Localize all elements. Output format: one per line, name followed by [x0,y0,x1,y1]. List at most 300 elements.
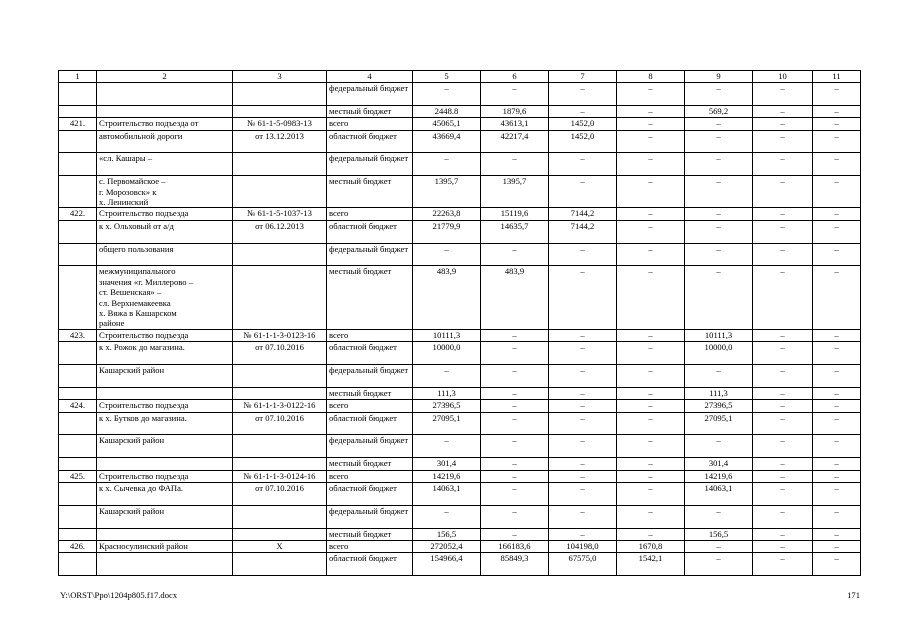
total-value: – [413,505,481,528]
value-col-8: – [617,208,685,220]
row-number [59,458,97,470]
table-row [59,470,861,482]
value-col-8: – [617,266,685,329]
row-number [59,505,97,528]
value-col-11: – [813,412,861,435]
table-row [59,458,861,470]
value-col-6: 166183,6 [481,540,549,552]
object-name: Строительство подъезда [97,329,233,341]
value-col-8: – [617,412,685,435]
value-col-7: – [549,505,617,528]
value-col-7: – [549,153,617,176]
value-col-7: – [549,266,617,329]
row-number [59,412,97,435]
value-col-6: 1395,7 [481,176,549,208]
table-row [59,528,861,540]
funding-source: федеральный бюджет [327,505,413,528]
page-number: 171 [847,590,860,600]
funding-source: местный бюджет [327,105,413,117]
total-value: 22263,8 [413,208,481,220]
funding-source: местный бюджет [327,458,413,470]
value-col-10: – [753,505,813,528]
value-col-7: – [549,176,617,208]
value-col-9: – [685,130,753,153]
row-number [59,266,97,329]
value-col-8: – [617,176,685,208]
column-number: 3 [233,71,327,83]
value-col-7: – [549,470,617,482]
column-number: 9 [685,71,753,83]
value-col-6: – [481,387,549,399]
row-number [59,176,97,208]
total-value: 1395,7 [413,176,481,208]
value-col-8: – [617,153,685,176]
value-col-6: – [481,435,549,458]
value-col-10: – [753,176,813,208]
object-name [97,266,233,329]
object-name: общего пользования [97,243,233,266]
value-col-6: – [481,329,549,341]
value-col-6: – [481,528,549,540]
value-col-10: – [753,412,813,435]
funding-source: федеральный бюджет [327,153,413,176]
document-number [233,105,327,117]
value-col-10: – [753,470,813,482]
value-col-8: – [617,505,685,528]
table-row [59,153,861,176]
value-col-6: – [481,505,549,528]
row-number: 421. [59,118,97,130]
funding-source: федеральный бюджет [327,435,413,458]
funding-source: федеральный бюджет [327,83,413,106]
value-col-9: – [685,208,753,220]
row-number: 424. [59,400,97,412]
value-col-11: – [813,243,861,266]
object-name: Кашарский район [97,435,233,458]
value-col-8: – [617,400,685,412]
value-col-11: – [813,400,861,412]
object-name-line: х. Ленинский [99,196,149,207]
object-name-line: межмуниципального [99,266,176,277]
value-col-10: – [753,153,813,176]
value-col-7: – [549,342,617,365]
table-row [59,176,861,208]
value-col-10: – [753,482,813,505]
total-value: 14219,6 [413,470,481,482]
value-col-6: – [481,482,549,505]
object-name: Строительство подъезда [97,400,233,412]
table-row [59,83,861,106]
document-number: от 07.10.2016 [233,342,327,365]
value-col-9: – [685,505,753,528]
value-col-11: – [813,553,861,576]
total-value: 301,4 [413,458,481,470]
value-col-6: – [481,458,549,470]
funding-source: местный бюджет [327,176,413,208]
value-col-10: – [753,387,813,399]
object-name: Строительство подъезда от [97,118,233,130]
total-value: 483,9 [413,266,481,329]
table-row [59,435,861,458]
value-col-7: 7144,2 [549,208,617,220]
budget-table [58,70,861,576]
table-row [59,220,861,243]
value-col-9: – [685,553,753,576]
object-name-line: сл. Верхнемакеевка [99,297,171,308]
value-col-6: – [481,412,549,435]
funding-source: областной бюджет [327,412,413,435]
object-name [97,105,233,117]
row-number: 422. [59,208,97,220]
document-number: от 13.12.2013 [233,130,327,153]
value-col-9: – [685,266,753,329]
value-col-11: – [813,208,861,220]
table-row [59,365,861,388]
value-col-6: 43613,1 [481,118,549,130]
funding-source: областной бюджет [327,482,413,505]
value-col-11: – [813,266,861,329]
row-number: 425. [59,470,97,482]
value-col-11: – [813,105,861,117]
value-col-11: – [813,540,861,552]
funding-source: всего [327,329,413,341]
column-number: 2 [97,71,233,83]
value-col-6: 1879,6 [481,105,549,117]
value-col-7: – [549,458,617,470]
object-name [97,528,233,540]
total-value: 272052,4 [413,540,481,552]
value-col-9: – [685,176,753,208]
funding-source: местный бюджет [327,387,413,399]
row-number [59,528,97,540]
object-name [97,458,233,470]
funding-source: местный бюджет [327,528,413,540]
value-col-6: – [481,153,549,176]
value-col-8: – [617,220,685,243]
row-number [59,83,97,106]
value-col-9: 569,2 [685,105,753,117]
value-col-9: 14219,6 [685,470,753,482]
document-number: Х [233,540,327,552]
document-number [233,458,327,470]
document-number [233,528,327,540]
value-col-7: – [549,243,617,266]
value-col-8: – [617,243,685,266]
value-col-6: 14635,7 [481,220,549,243]
document-number: № 61-1-1-3-0124-16 [233,470,327,482]
document-number: № 61-1-5-0983-13 [233,118,327,130]
document-number [233,505,327,528]
value-col-7: – [549,365,617,388]
value-col-9: 27095,1 [685,412,753,435]
object-name-line: х. Вяжа в Кашарском [99,308,177,318]
value-col-9: – [685,243,753,266]
object-name: к х. Бутков до магазина. [97,412,233,435]
object-name: Строительство подъезда [97,470,233,482]
table-row [59,505,861,528]
value-col-11: – [813,387,861,399]
total-value: 27396,5 [413,400,481,412]
value-col-11: – [813,220,861,243]
object-name-line: г. Морозовск» к [99,186,157,197]
value-col-10: – [753,329,813,341]
table-row [59,553,861,576]
object-name-line: с. Первомайское – [99,176,166,187]
document-number [233,553,327,576]
column-number-row [59,71,861,83]
value-col-7: – [549,83,617,106]
value-col-10: – [753,458,813,470]
value-col-7: 1452,0 [549,118,617,130]
table-row [59,105,861,117]
value-col-11: – [813,153,861,176]
value-col-11: – [813,176,861,208]
value-col-10: – [753,400,813,412]
funding-source: областной бюджет [327,553,413,576]
funding-source: областной бюджет [327,130,413,153]
column-number: 4 [327,71,413,83]
funding-source: местный бюджет [327,266,413,329]
funding-source: всего [327,118,413,130]
document-sheet [58,70,860,576]
value-col-11: – [813,505,861,528]
value-col-10: – [753,130,813,153]
value-col-7: – [549,528,617,540]
object-name: автомобильной дороги [97,130,233,153]
value-col-7: – [549,412,617,435]
value-col-10: – [753,83,813,106]
document-number: от 07.10.2016 [233,482,327,505]
table-row [59,412,861,435]
row-number [59,553,97,576]
value-col-8: – [617,528,685,540]
value-col-7: 67575,0 [549,553,617,576]
value-col-10: – [753,208,813,220]
value-col-10: – [753,342,813,365]
document-number [233,266,327,329]
object-name: Кашарский район [97,505,233,528]
object-name: к х. Сычевка до ФАПа. [97,482,233,505]
value-col-7: – [549,435,617,458]
object-name: Строительство подъезда [97,208,233,220]
document-number: № 61-1-1-3-0122-16 [233,400,327,412]
value-col-6: 85849,3 [481,553,549,576]
value-col-6: – [481,365,549,388]
value-col-8: – [617,105,685,117]
value-col-10: – [753,553,813,576]
row-number: 423. [59,329,97,341]
column-number: 5 [413,71,481,83]
value-col-7: – [549,482,617,505]
row-number [59,482,97,505]
value-col-9: – [685,365,753,388]
value-col-9: – [685,83,753,106]
column-number: 7 [549,71,617,83]
value-col-8: – [617,470,685,482]
value-col-6: – [481,342,549,365]
row-number [59,365,97,388]
object-name-line: районе [99,318,125,329]
total-value: 2448.8 [413,105,481,117]
value-col-8: – [617,118,685,130]
document-number: № 61-1-5-1037-13 [233,208,327,220]
row-number [59,243,97,266]
table-row [59,387,861,399]
value-col-7: 104198,0 [549,540,617,552]
value-col-7: – [549,329,617,341]
value-col-9: – [685,220,753,243]
total-value: 10000,0 [413,342,481,365]
document-number: № 61-1-1-3-0123-16 [233,329,327,341]
document-number [233,153,327,176]
value-col-7: 1452,0 [549,130,617,153]
total-value: 14063,1 [413,482,481,505]
funding-source: областной бюджет [327,220,413,243]
column-number: 1 [59,71,97,83]
row-number: 426. [59,540,97,552]
value-col-7: – [549,387,617,399]
value-col-8: 1542,1 [617,553,685,576]
object-name: «сл. Кашары – [97,153,233,176]
table-row [59,208,861,220]
value-col-9: 156,5 [685,528,753,540]
value-col-9: – [685,540,753,552]
value-col-11: – [813,528,861,540]
total-value: – [413,435,481,458]
value-col-9: 27396,5 [685,400,753,412]
value-col-9: – [685,153,753,176]
value-col-8: – [617,130,685,153]
funding-source: областной бюджет [327,342,413,365]
value-col-6: 15119,6 [481,208,549,220]
table-row [59,130,861,153]
document-number [233,243,327,266]
table-row [59,342,861,365]
value-col-8: – [617,329,685,341]
funding-source: федеральный бюджет [327,365,413,388]
value-col-10: – [753,243,813,266]
document-number [233,435,327,458]
file-path: Y:\ORST\Ppo\1204p805.f17.docx [60,590,178,600]
value-col-7: – [549,105,617,117]
total-value: – [413,365,481,388]
value-col-7: – [549,400,617,412]
row-number [59,105,97,117]
value-col-6: – [481,470,549,482]
value-col-11: – [813,470,861,482]
value-col-9: 111,3 [685,387,753,399]
table-row [59,118,861,130]
row-number [59,153,97,176]
object-name: Кашарский район [97,365,233,388]
funding-source: федеральный бюджет [327,243,413,266]
value-col-8: – [617,387,685,399]
total-value: 21779,9 [413,220,481,243]
table-row [59,400,861,412]
total-value: 27095,1 [413,412,481,435]
column-number: 8 [617,71,685,83]
value-col-8: – [617,365,685,388]
total-value: 10111,3 [413,329,481,341]
total-value: 154966,4 [413,553,481,576]
value-col-11: – [813,482,861,505]
table-row [59,540,861,552]
document-number: от 06.12.2013 [233,220,327,243]
object-name [97,387,233,399]
total-value: 45065,1 [413,118,481,130]
object-name: к х. Ольховый от а/д [97,220,233,243]
total-value: 43669,4 [413,130,481,153]
value-col-11: – [813,130,861,153]
row-number [59,220,97,243]
value-col-7: 7144,2 [549,220,617,243]
table-row [59,482,861,505]
row-number [59,435,97,458]
total-value: 156,5 [413,528,481,540]
row-number [59,130,97,153]
table-row [59,266,861,329]
column-number: 11 [813,71,861,83]
document-number [233,365,327,388]
document-number [233,83,327,106]
value-col-11: – [813,118,861,130]
value-col-8: 1670,8 [617,540,685,552]
object-name [97,176,233,208]
column-number: 10 [753,71,813,83]
value-col-8: – [617,482,685,505]
value-col-10: – [753,540,813,552]
object-name-line: значения «г. Миллерово – [99,276,194,287]
value-col-6: 42217,4 [481,130,549,153]
total-value: 111,3 [413,387,481,399]
value-col-8: – [617,342,685,365]
document-number: от 07.10.2016 [233,412,327,435]
column-number: 6 [481,71,549,83]
value-col-11: – [813,83,861,106]
funding-source: всего [327,540,413,552]
value-col-11: – [813,365,861,388]
object-name-line: ст. Вешенская» – [99,287,162,298]
value-col-10: – [753,105,813,117]
value-col-6: – [481,243,549,266]
funding-source: всего [327,470,413,482]
value-col-9: – [685,118,753,130]
value-col-8: – [617,83,685,106]
value-col-8: – [617,458,685,470]
object-name: к х. Рожок до магазина. [97,342,233,365]
value-col-10: – [753,365,813,388]
value-col-10: – [753,266,813,329]
value-col-10: – [753,435,813,458]
row-number [59,387,97,399]
value-col-8: – [617,435,685,458]
value-col-10: – [753,118,813,130]
value-col-9: 301,4 [685,458,753,470]
value-col-11: – [813,329,861,341]
total-value: – [413,83,481,106]
object-name [97,83,233,106]
value-col-9: – [685,435,753,458]
value-col-10: – [753,220,813,243]
value-col-11: – [813,435,861,458]
value-col-10: – [753,528,813,540]
document-number [233,387,327,399]
value-col-9: 10111,3 [685,329,753,341]
value-col-9: 10000,0 [685,342,753,365]
value-col-6: – [481,400,549,412]
value-col-6: 483,9 [481,266,549,329]
value-col-6: – [481,83,549,106]
